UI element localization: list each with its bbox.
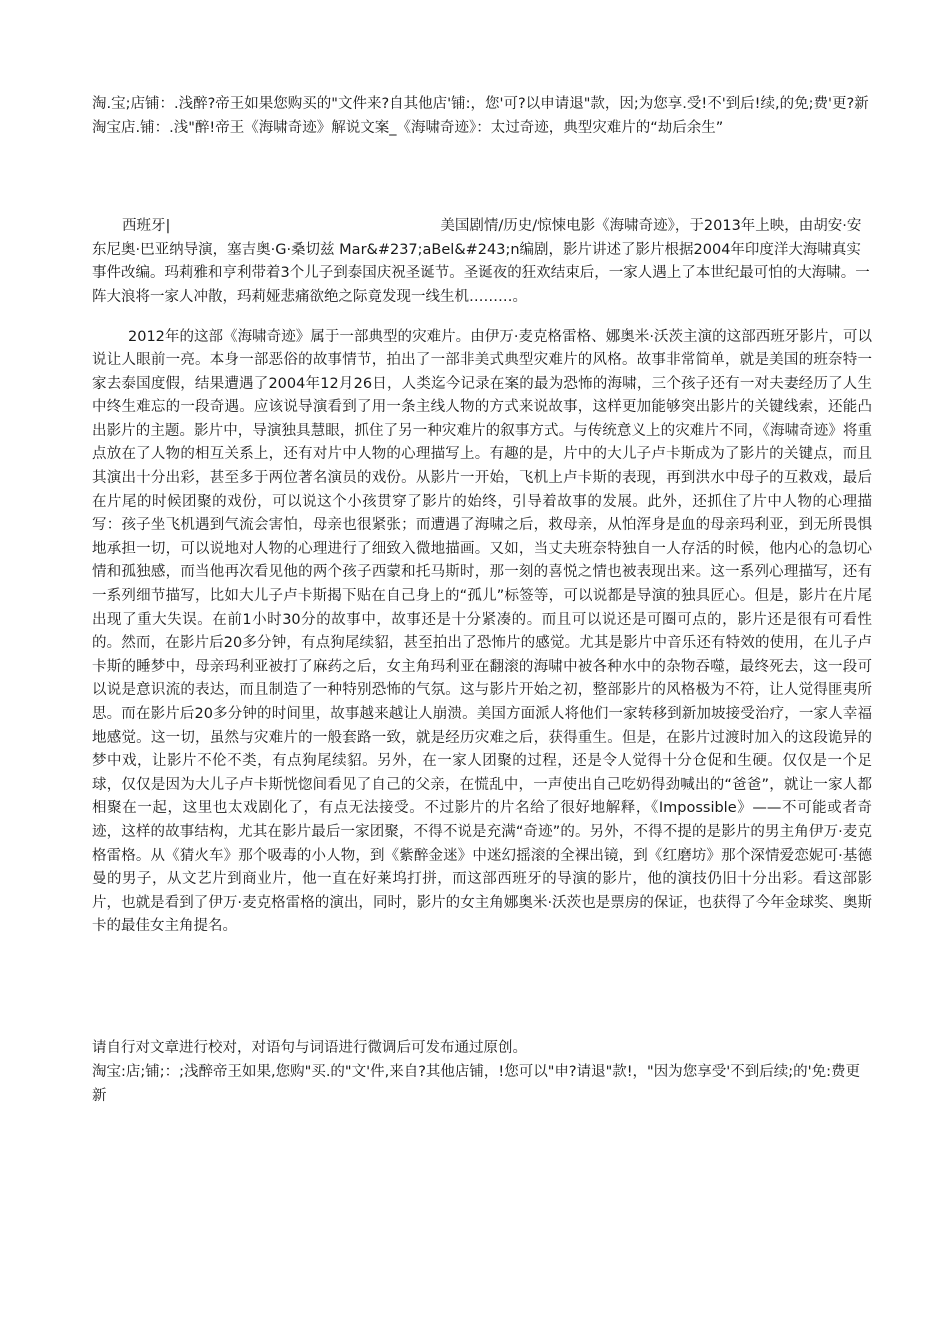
intro-prefix: 西班牙| — [122, 218, 171, 234]
intro-text: 美国剧情/历史/惊悚电影《海啸奇迹》，于2013年上映，由胡安·安东尼奥·巴亚纳导演，塞吉奥·G·桑切兹 Mar&#237;aBel&#243;n编剧，影片讲述了影片根据2004年印度洋大海啸真实事件改编。玛莉雅和亨利带着3个儿子到泰国庆祝圣诞节。圣诞夜的狂欢结束后，一家人遇上了本世纪最可怕的大海啸。一阵大浪将一家人冲散，玛莉娅悲痛欲绝之际竟发现一线生机………。 — [92, 218, 870, 305]
footer-text: 淘宝:店;铺;：;浅醉帝王如果,您购"买.的"文'件,来自?其他店铺，!您可以"申?请退"款!，"因为您享受'不到后续;的'免:费更新 — [92, 1064, 860, 1104]
intro-paragraph — [92, 215, 872, 309]
document-header-text: 淘.宝;店铺：.浅醉?帝王如果您购买的"文件来?自其他店'铺:，您'可?以申请退"款，因;为您享.受!不'到后!续,的免;费'更?新淘宝店.铺：.浅"醉!帝王《海啸奇迹》解说文案_《海啸奇迹》：太过奇迹，典型灾难片的“劫后余生” — [92, 96, 869, 136]
footer-note: 请自行对文章进行校对，对语句与词语进行微调后可发布通过原创。 — [92, 1040, 527, 1056]
body-paragraph: 2012年的这部《海啸奇迹》属于一部典型的灾难片。由伊万·麦克格雷格、娜奥米·沃茨主演的这部西班牙影片，可以说让人眼前一亮。本身一部恶俗的故事情节，拍出了一部非美式典型灾难片的风格。故事非常简单，就是美国的班奈特一家去泰国度假，结果遭遇了2004年12月26日，人类迄今记录在案的最为恐怖的海啸，三个孩子还有一对夫妻经历了人生中终生难忘的一段奇遇。应该说导演看到了用一条主线人物的方式来说故事，这样更加能够突出影片的关键线索，还能凸出影片的主题。影片中，导演独具慧眼，抓住了另一种灾难片的叙事方式。与传统意义上的灾难片不同，《海啸奇迹》将重点放在了人物的相互关系上，还有对片中人物的心理描写上。有趣的是，片中的大儿子卢卡斯成为了影片的关键点，而且其演出十分出彩，甚至多于两位著名演员的戏份。从影片一开始，飞机上卢卡斯的表现，再到洪水中母子的互救戏，最后在片尾的时候团聚的戏份，可以说这个小孩贯穿了影片的始终，引导着故事的发展。此外，还抓住了片中人物的心理描写：孩子坐飞机遇到气流会害怕，母亲也很紧张；而遭遇了海啸之后，救母亲，从怕浑身是血的母亲玛利亚，到无所畏惧地承担一切，可以说地对人物的心理进行了细致入微地描画。又如，当丈夫班奈特独自一人存活的时候，他内心的急切心情和孤独感，而当他再次看见他的两个孩子西蒙和托马斯时，那一刻的喜悦之情也被表现出来。这一系列心理描写，还有一系列细节描写，比如大儿子卢卡斯揭下贴在自己身上的“孤儿”标签等，可以说都是导演的独具匠心。但是，影片在片尾出现了重大失误。在前1小时30分的故事中，故事还是十分紧凑的。而且可以说还是可圈可点的，影片还是很有可看性的。然而，在影片后20多分钟，有点狗尾续貂，甚至拍出了恐怖片的感觉。尤其是影片中音乐还有特效的使用，在儿子卢卡斯的睡梦中，母亲玛利亚被打了麻药之后，女主角玛利亚在翻滚的海啸中被各种水中的杂物吞噬，最终死去，这一段可以说是意识流的表达，而且制造了一种特别恐怖的气氛。这与影片开始之初，整部影片的风格极为不符，让人觉得匪夷所思。而在影片后20多分钟的时间里，故事越来越让人崩溃。美国方面派人将他们一家转移到新加坡接受治疗，一家人幸福地感觉。这一切，虽然与灾难片的一般套路一致，就是经历灾难之后，获得重生。但是，在影片过渡时加入的这段诡异的梦中戏，让影片不伦不类，有点狗尾续貂。另外，在一家人团聚的过程，还是令人觉得十分仓促和生硬。仅仅是一个足球，仅仅是因为大儿子卢卡斯恍惚间看见了自己的父亲，在慌乱中，一声使出自己吃奶得劲喊出的“爸爸”，就让一家人都相聚在一起，这里也太戏剧化了，有点无法接受。不过影片的片名给了很好地解释，《Impossible》——不可能或者奇迹，这样的故事结构，尤其在影片最后一家团聚，不得不说是充满“奇迹”的。另外，不得不提的是影片的男主角伊万·麦克格雷格。从《猜火车》那个吸毒的小人物，到《紫醉金迷》中迷幻摇滚的全裸出镜，到《红磨坊》那个深情爱恋妮可·基德曼的男子，从文艺片到商业片，他一直在好莱坞打拼，而这部西班牙的导演的影片，他的演技仍旧十分出彩。看这部影片，也就是看到了伊万·麦克格雷格的演出，同时，影片的女主角娜奥米·沃茨也是票房的保证，也获得了今年金球奖、奥斯卡的最佳女主角提名。 — [92, 328, 872, 935]
